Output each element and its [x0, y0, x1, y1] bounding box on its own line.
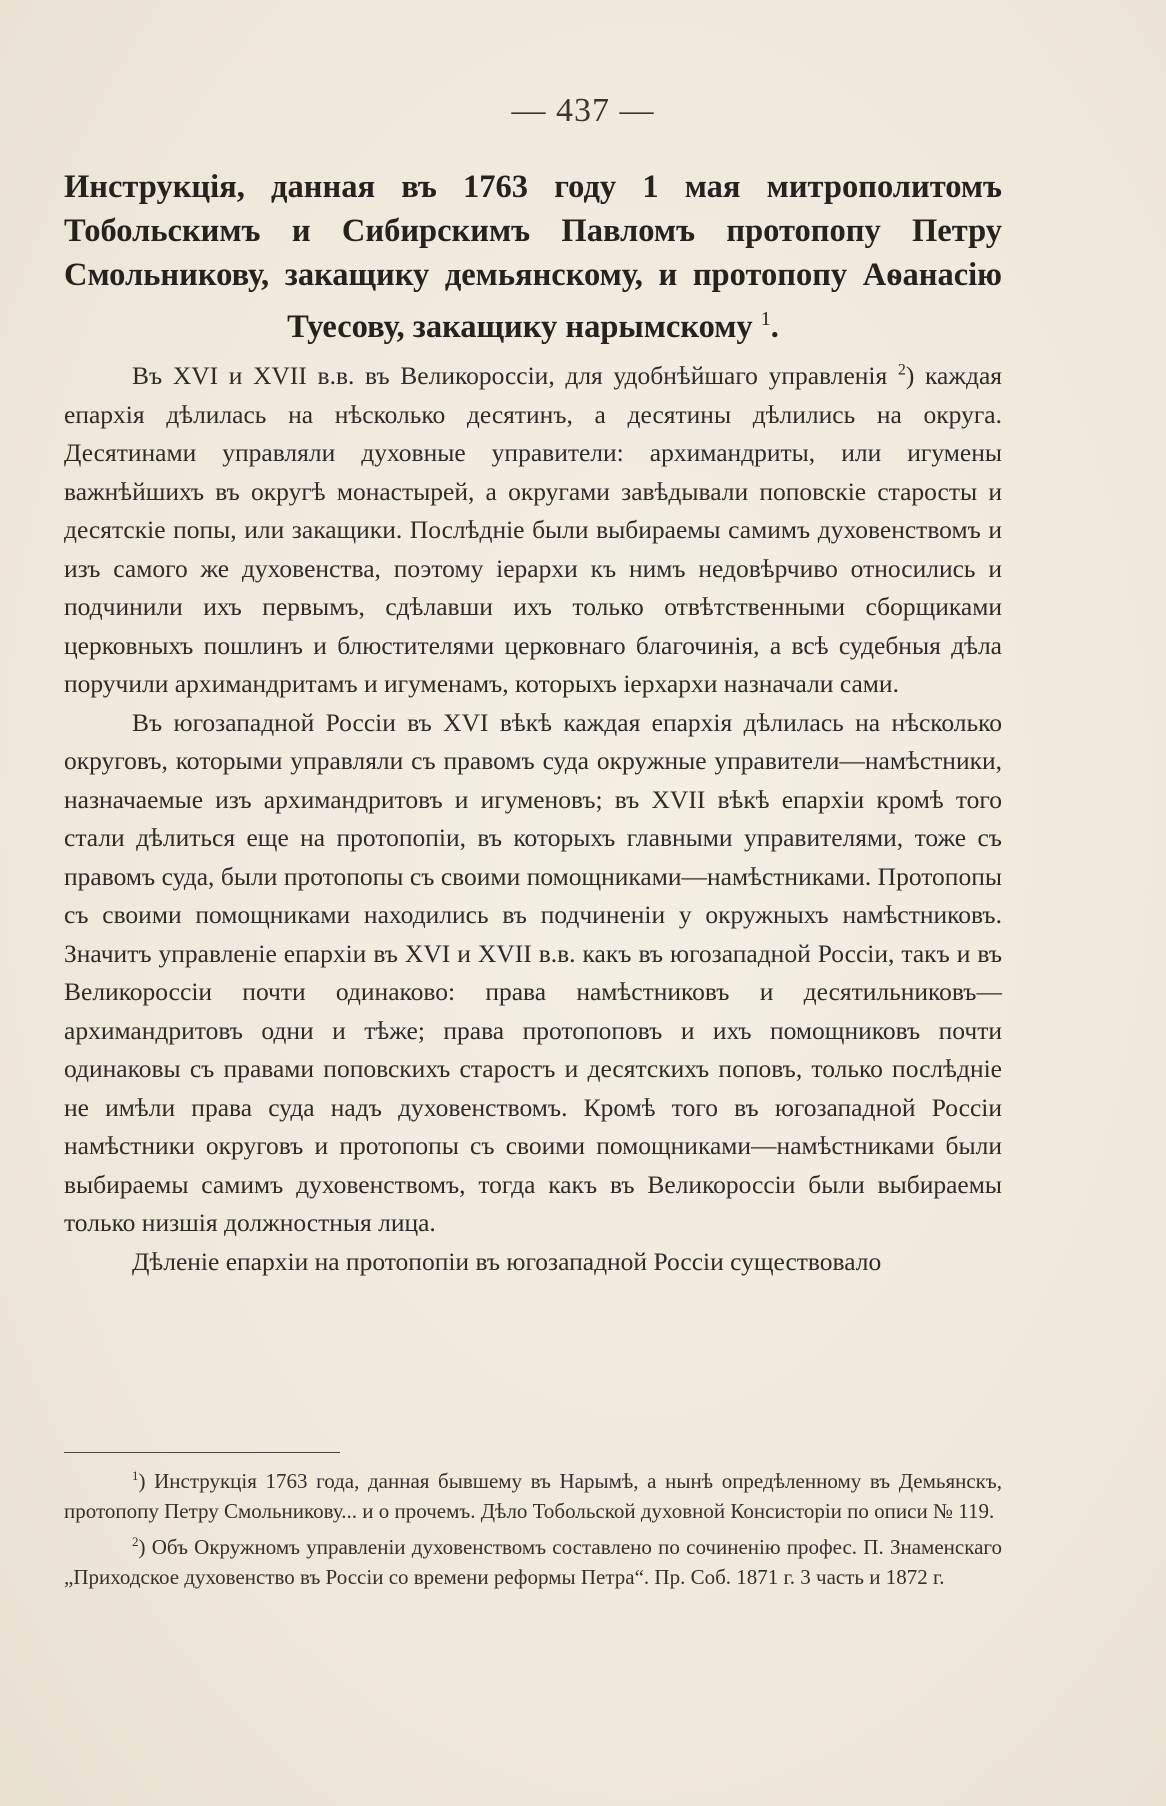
footnote-divider [64, 1452, 340, 1453]
main-text [64, 357, 1002, 1281]
paragraph: Дѣленіе епархіи на протопопіи въ югозападной Россіи существовало [132, 1246, 882, 1276]
document-title [64, 165, 1002, 349]
paragraph: Въ югозападной Россіи въ XVI вѣкѣ каждая епархія дѣлилась на нѣсколько округовъ, которыми управляли съ правомъ суда окружные управители—намѣстники, назначаемые изъ архимандритовъ и игуменовъ; въ XVII вѣкѣ епархіи кромѣ того стали дѣлиться еще на протопопіи, въ которыхъ главными управителями, тоже съ правомъ суда, были протопопы съ своими помощниками—намѣстниками. Протопопы съ своими помощниками находились въ подчиненіи у окружныхъ намѣстниковъ. Значитъ управленіе епархіи въ XVI и XVII в.в. какъ въ югозападной Россіи, такъ и въ Великороссіи почти одинаково: права намѣстниковъ и десятильниковъ—архимандритовъ одни и тѣже; права протопоповъ и ихъ помощниковъ почти одинаковы съ правами поповскихъ старостъ и десятскихъ поповъ, только послѣдніе не имѣли права суда надъ духовенствомъ. Кромѣ того въ югозападной Россіи намѣстники округовъ и протопопы съ своими помощниками—намѣстниками были выбираемы самимъ духовенствомъ, тогда какъ въ Великороссіи были выбираемы только низшія должностныя лица. [64, 707, 1002, 1237]
footnote-text: ) Объ Окружномъ управленіи духовенствомъ составлено по сочиненію профес. П. Знаменскаго „Приходское духовенство въ Россіи со времени реформы Петра“. Пр. Соб. 1871 г. 3 часть и 1872 г. [64, 1535, 1002, 1589]
paragraph [64, 357, 1002, 704]
title-end: . [770, 308, 779, 345]
footnote [64, 1466, 1002, 1526]
footnote-text: ) Инструкція 1763 года, данная бывшему въ Нарымѣ, а нынѣ опредѣленному въ Демьянскъ, протопопу Петру Смольникову... и о прочемъ. Дѣло Тобольской духовной Консисторіи по описи № 119. [64, 1469, 1002, 1523]
footnote-marker: 1 [132, 1468, 139, 1483]
footnotes [64, 1466, 1002, 1598]
paragraph-text: ) каждая епархія дѣлилась на нѣсколько десятинъ, а десятины дѣлились на округа. Десятинами управляли духовные управители: архимандриты, или игумены важнѣйшихъ въ округѣ монастырей, а округами завѣдывали поповскіе старосты и десятскіе попы, или закащики. Послѣдніе были выбираемы самимъ духовенствомъ и изъ самого же духовенства, поэтому іерархи къ нимъ недовѣрчиво относились и подчинили ихъ первымъ, сдѣлавши ихъ только отвѣтственными сборщиками церковныхъ пошлинъ и блюстителями церковнаго благочинія, а всѣ судебныя дѣла поручили архимандритамъ и игуменамъ, которыхъ іерхархи назначали сами. [64, 361, 1003, 698]
footnote-ref: 2 [897, 361, 906, 379]
footnote-marker: 2 [132, 1534, 139, 1549]
title-text: Инструкція, данная въ 1763 году 1 мая митрополитомъ Тобольскимъ и Сибирскимъ Павломъ протопопу Петру Смольникову, закащику демьянскому, и протопопу Аѳанасію Туесову, закащику нарымскому [64, 169, 1002, 345]
page-number: — 437 — [511, 92, 655, 129]
title-footnote-ref: 1 [760, 308, 771, 330]
footnote [64, 1532, 1002, 1592]
paragraph-text: Въ XVI и XVII в.в. въ Великороссіи, для удобнѣйшаго управленія [132, 361, 888, 390]
